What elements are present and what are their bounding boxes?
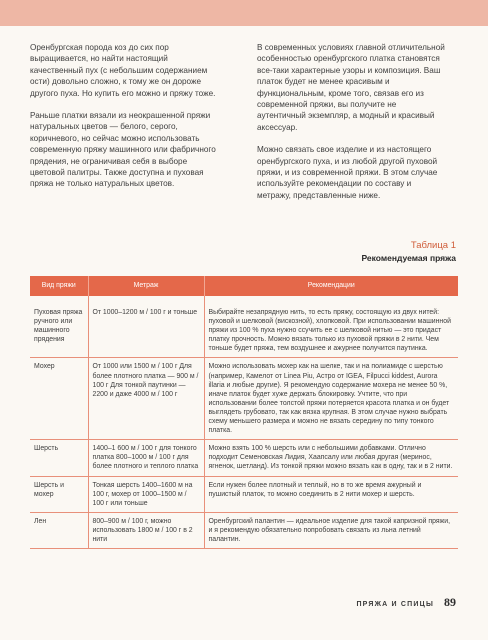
table-row [30, 440, 458, 476]
paragraph: Можно связать свое изделие и из настоящего оренбургского пуха, и из любой другой пуховой пряжи, и из современной пряжи. В этом случае используйте рекомендации по составу и метражу, представленные ниже. [257, 145, 438, 200]
cell-recommendation: Оренбургский палантин — идеальное изделие для такой капризной пряжи, и я рекомендую обязательно попробовать связать из льна летний палантин. [204, 512, 458, 548]
page-footer [356, 595, 456, 610]
top-color-band [0, 0, 488, 26]
cell-recommendation: Можно использовать мохер как на шелке, так и на полиамиде с шерстью (например, Камелот от Linea Piu, Астро от IGEA, Filpucci kiddest, Aurora illaria и любые другие). Я рекомендую содержание мохера не менее 50 %, иначе платок будет хуже держать блокировку. Учтите, что при использовании более толстой пряжи потеряется красота платка и он будет выглядеть грубовато, так как вязка крупная. В этом случае нужно выбрать схему меньшего размера и можно не вязать середину по типу тонкого платка. [204, 358, 458, 440]
cell-length: От 1000 или 1500 м / 100 г Для более плотного платка — 900 м / 100 г Для тонкой паутинки — 2200 и даже 4000 м / 100 г [88, 358, 204, 440]
yarn-table [30, 276, 458, 549]
cell-yarn-type: Лен [30, 512, 88, 548]
cell-length: От 1000–1200 м / 100 г и тоньше [88, 296, 204, 358]
header-yarn-type: Вид пряжи [30, 276, 88, 296]
table-row [30, 296, 458, 358]
table-row [30, 358, 458, 440]
cell-yarn-type: Шерсть [30, 440, 88, 476]
paragraph: Оренбургская порода коз до сих пор выращивается, но найти настоящий качественный пух (с небольшим содержанием ости) довольно сложно, к тому же он дороже другого пуха. Но купить его можно и пряжу тоже. [30, 43, 216, 98]
left-text-column [30, 42, 218, 201]
cell-yarn-type: Мохер [30, 358, 88, 440]
cell-recommendation: Выбирайте незапрядную нить, то есть пряжу, состоящую из двух нитей: пуховой и шелковой (вискозной), хлопковой. При использовании машинной пряжи из 100 % пуха нужно ссучить ее с шелковой нитью — это придаст платку прочность. Можно вязать только из пуховой пряжи в 2 нити. Чем тоньше будет пряжа, тем воздушнее и ажурнее получится паутинка. [204, 296, 458, 358]
table-header-row [30, 276, 458, 296]
header-recommendations: Рекомендации [204, 276, 458, 296]
cell-length: Тонкая шерсть 1400–1600 м на 100 г, мохер от 1000–1500 м / 100 г или тоньше [88, 476, 204, 512]
cell-length: 800–900 м / 100 г, можно использовать 1800 м / 100 г в 2 нити [88, 512, 204, 548]
table-number: Таблица 1 [410, 240, 456, 251]
cell-recommendation: Можно взять 100 % шерсть или с небольшими добавками. Отлично подходит Семеновская Лидия, Хаапсалу или любая другая (меринос, ягненок, шетланд). Из тонкой пряжи можно вязать как в одну, так и в 2 нити. [204, 440, 458, 476]
cell-yarn-type: Шерсть и мохер [30, 476, 88, 512]
header-length: Метраж [88, 276, 204, 296]
table-row [30, 476, 458, 512]
section-title: ПРЯЖА И СПИЦЫ [356, 601, 434, 608]
right-text-column [257, 42, 445, 212]
paragraph: Раньше платки вязали из неокрашенной пряжи натуральных цветов — белого, серого, коричневого, но сейчас можно использовать современную пряжу машинного или фабричного прядения, не ограничивая себя в выборе цветовой палитры. Также доступна и пуховая пряжа не только натуральных цветов. [30, 111, 216, 189]
cell-yarn-type: Пуховая пряжа ручного или машинного прядения [30, 296, 88, 358]
cell-length: 1400–1 600 м / 100 г для тонкого платка 800–1000 м / 100 г для более плотного и теплого платка [88, 440, 204, 476]
page-number: 89 [444, 595, 456, 609]
table-caption [361, 240, 456, 264]
paragraph: В современных условиях главной отличительной особенностью оренбургского платка становятся все-таки характерные узоры и композиция. Ваш платок будет не менее красивым и функциональным, кроме того, связав его из современной пряжи, вы получите не аутентичный экземпляр, а модный и красивый аксессуар. [257, 43, 445, 132]
table-row [30, 512, 458, 548]
cell-recommendation: Если нужен более плотный и теплый, но в то же время ажурный и пушистый платок, то можно соединить в 2 нити мохер и шерсть. [204, 476, 458, 512]
table-title: Рекомендуемая пряжа [361, 253, 456, 263]
